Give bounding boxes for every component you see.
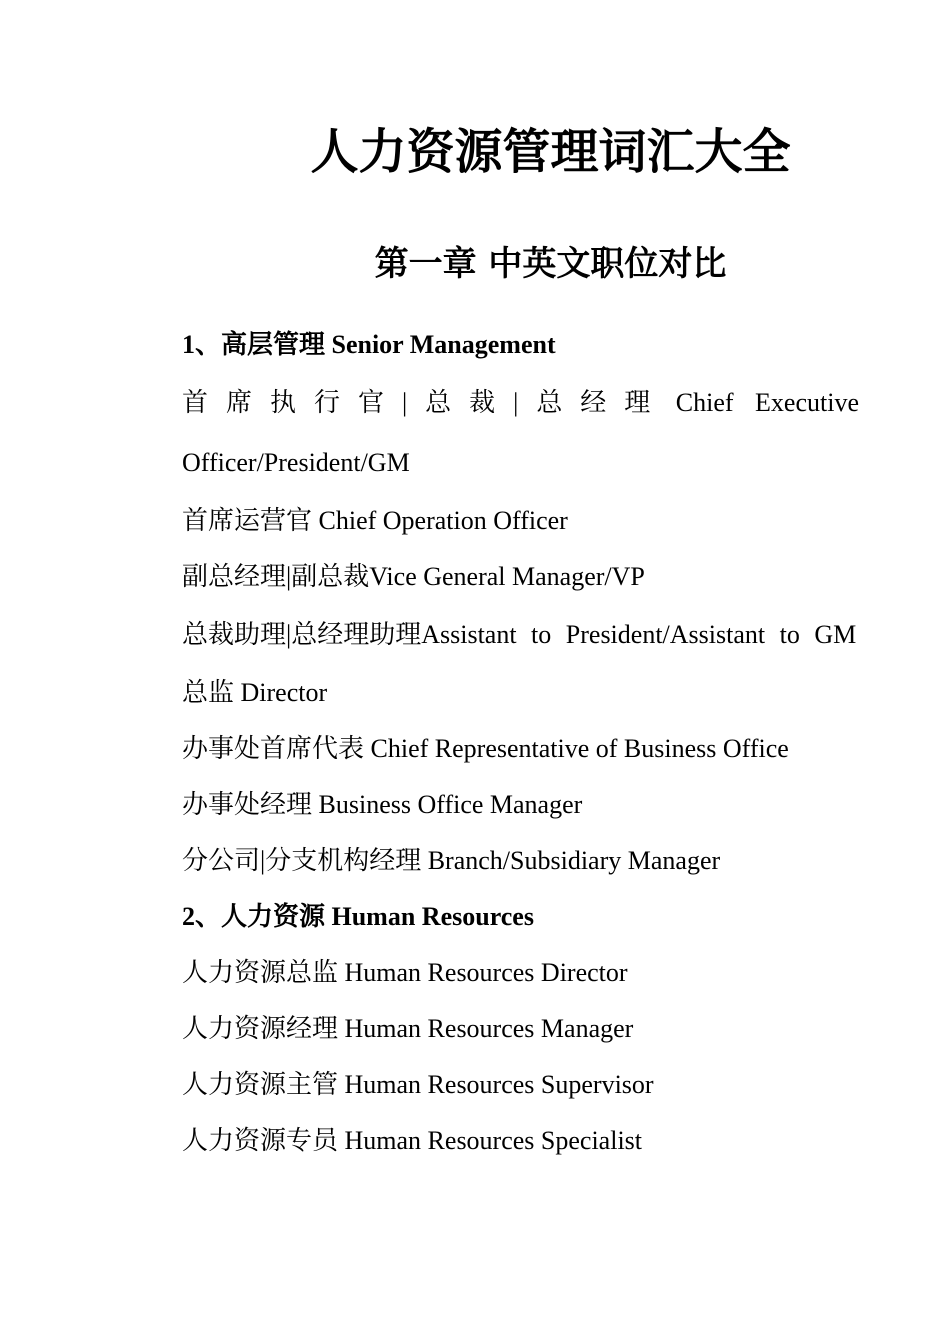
term-chinese: 分公司|分支机构经理 — [182, 846, 422, 875]
term-chinese: 总监 — [182, 678, 235, 707]
term-english: Human Resources Director — [344, 958, 628, 987]
term-english: Human Resources Specialist — [344, 1126, 643, 1155]
term-chinese: 首席运营官 — [182, 506, 313, 535]
term-chinese: 办事处首席代表 — [182, 734, 365, 763]
term-english: Chief Representative of Business Office — [370, 734, 789, 763]
list-item — [182, 833, 859, 889]
term-english: Business Office Manager — [318, 790, 583, 819]
list-item — [182, 549, 859, 605]
term-english: Vice General Manager/VP — [369, 562, 645, 591]
list-item — [182, 1001, 859, 1057]
term-english: Human Resources Manager — [344, 1014, 634, 1043]
list-item — [182, 493, 859, 549]
list-item — [182, 721, 859, 777]
list-item — [182, 605, 859, 665]
list-item — [182, 777, 859, 833]
section-heading-human-resources: 2、人力资源 Human Resources — [182, 902, 534, 931]
document-title: 人力资源管理词汇大全 — [310, 124, 791, 180]
term-chinese: 首席执行官|总裁|总经理 — [182, 388, 669, 417]
term-english: Chief Operation Officer — [318, 506, 568, 535]
list-item — [182, 373, 859, 493]
document-body — [182, 317, 859, 1169]
list-item — [182, 1057, 859, 1113]
term-chinese: 人力资源总监 — [182, 958, 339, 987]
term-chinese: 人力资源主管 — [182, 1070, 339, 1099]
term-english: Branch/Subsidiary Manager — [427, 846, 721, 875]
chapter-title: 第一章 中英文职位对比 — [374, 244, 727, 284]
list-item — [182, 665, 859, 721]
term-english: Director — [240, 678, 328, 707]
term-chinese: 人力资源经理 — [182, 1014, 339, 1043]
list-item — [182, 945, 859, 1001]
term-english: Human Resources Supervisor — [344, 1070, 654, 1099]
term-english: Chief Executive Officer/President/GM — [182, 388, 859, 477]
term-chinese: 总裁助理|总经理助理 — [182, 620, 422, 649]
term-english: Assistant to President/Assistant to GM — [421, 620, 857, 649]
term-chinese: 人力资源专员 — [182, 1126, 339, 1155]
list-item — [182, 1113, 859, 1169]
term-chinese: 副总经理|副总裁 — [182, 562, 370, 591]
section-heading-senior-management: 1、高层管理 Senior Management — [182, 330, 556, 359]
term-chinese: 办事处经理 — [182, 790, 313, 819]
